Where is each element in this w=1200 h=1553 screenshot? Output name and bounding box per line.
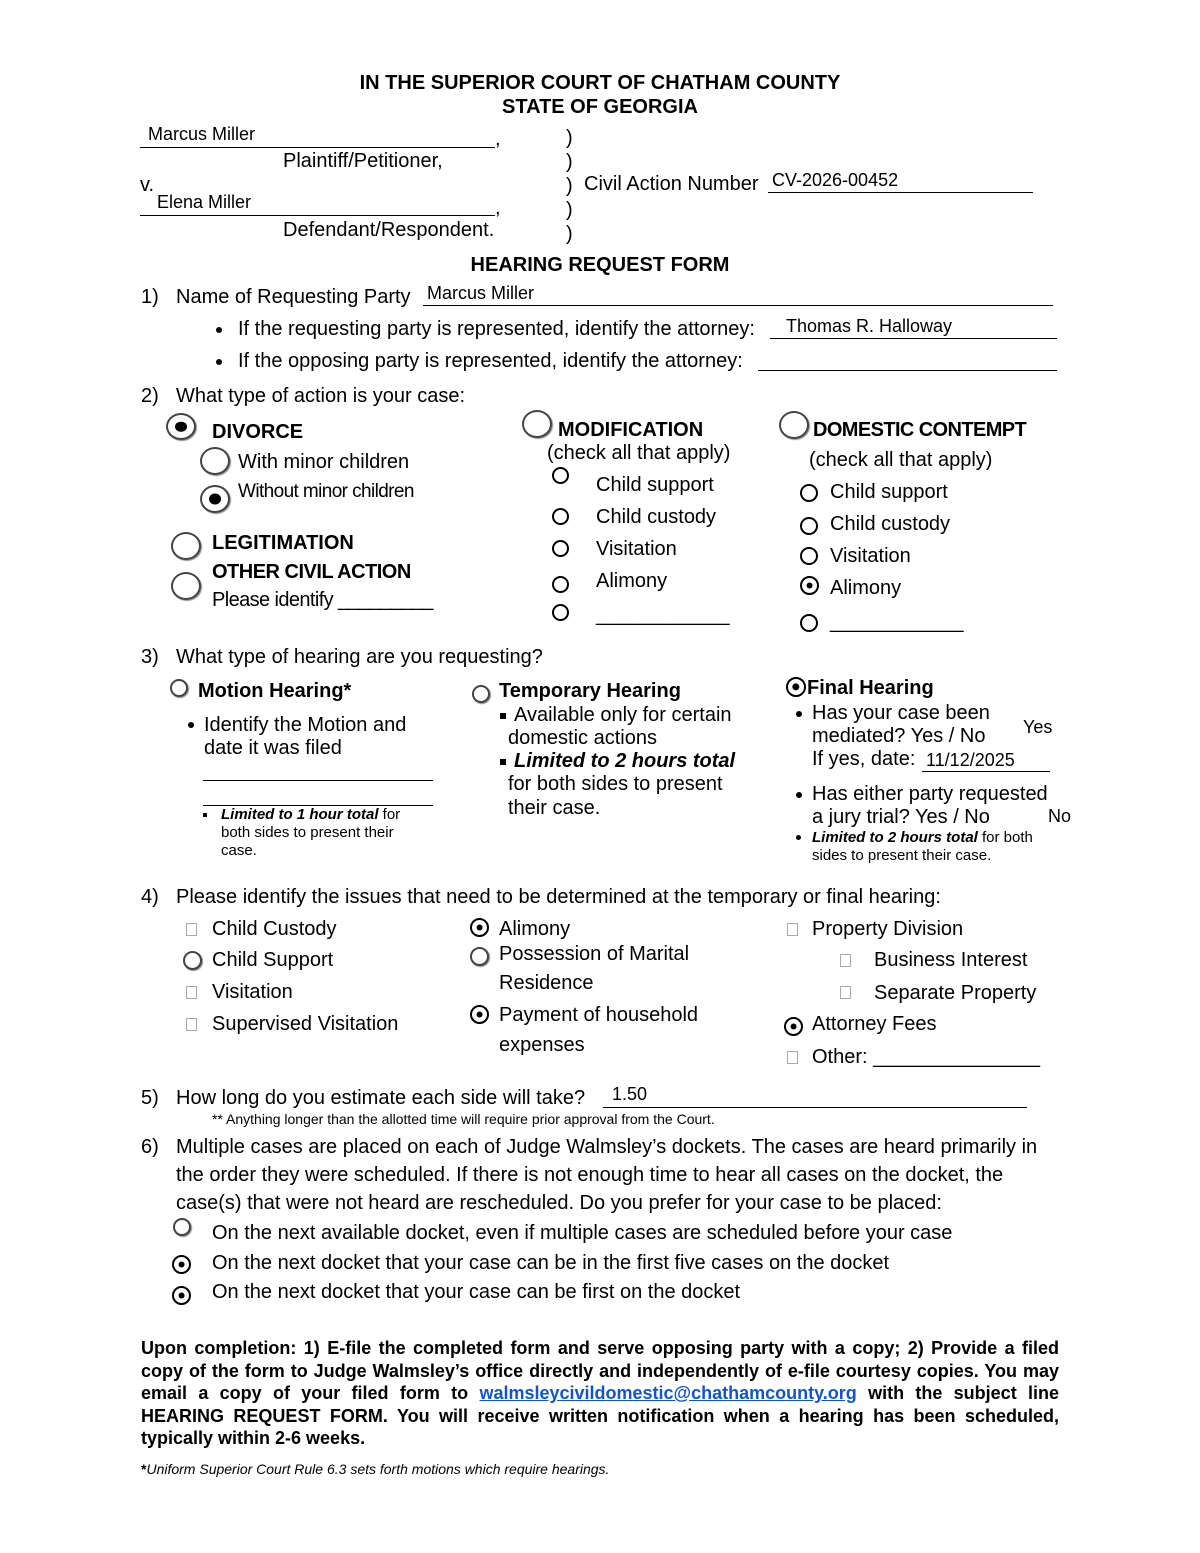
alimony-radio[interactable]	[470, 918, 489, 937]
court-name: IN THE SUPERIOR COURT OF CHATHAM COUNTY	[359, 72, 841, 94]
mediation-date-label: If yes, date:	[812, 748, 916, 770]
attorney-requesting-line	[770, 338, 1057, 339]
alimony-label: Alimony	[499, 918, 571, 940]
mod-other-radio[interactable]	[552, 604, 569, 621]
other-civil-action-identify[interactable]: Please identify _________	[212, 589, 433, 611]
with-minor-children-label: With minor children	[238, 451, 410, 473]
q4-number: 4)	[141, 886, 159, 908]
property-division-label: Property Division	[812, 918, 964, 940]
motion-limit-line3: case.	[221, 842, 257, 859]
domestic-contempt-radio[interactable]	[779, 411, 809, 439]
motion-bullet-line2: date it was filed	[204, 737, 342, 759]
final-limit-line1: Limited to 2 hours total for both	[812, 829, 1033, 846]
defendant-name-field[interactable]: Elena Miller	[157, 192, 252, 212]
q6-line2: the order they were scheduled. If there is not enough time to hear all cases on the docket, the	[176, 1164, 1004, 1186]
supervised-visitation-label: Supervised Visitation	[212, 1013, 399, 1035]
q4-label: Please identify the issues that need to be determined at the temporary or final hearing:	[176, 886, 941, 908]
temp-bullet-2c: their case.	[508, 797, 601, 819]
household-expenses-radio[interactable]	[470, 1005, 489, 1024]
docket-next-available-radio[interactable]	[173, 1218, 191, 1236]
mod-child-support-label: Child support	[596, 474, 714, 496]
with-minor-children-radio[interactable]	[200, 447, 230, 475]
civil-action-label: Civil Action Number	[584, 173, 759, 195]
separate-property-label: Separate Property	[874, 982, 1037, 1004]
q6-number: 6)	[141, 1136, 159, 1158]
possession-residence-radio[interactable]	[470, 947, 489, 966]
con-child-support-label: Child support	[830, 481, 948, 503]
comma: ,	[495, 128, 501, 150]
temp-bullet-1: Available only for certain	[500, 704, 732, 727]
plaintiff-label: Plaintiff/Petitioner,	[283, 150, 443, 172]
without-minor-children-label: Without minor children	[238, 481, 414, 502]
requesting-party-field[interactable]: Marcus Miller	[427, 283, 535, 303]
possession-residence-label2: Residence	[499, 972, 594, 994]
q5-number: 5)	[141, 1087, 159, 1109]
defendant-name-line	[140, 215, 495, 216]
estimate-time-line	[603, 1107, 1027, 1108]
mediated-line1: Has your case been	[812, 702, 990, 724]
bullet	[216, 327, 222, 333]
con-other-radio[interactable]	[800, 614, 818, 632]
mediated-answer-field[interactable]: Yes	[1023, 717, 1053, 737]
child-support-label: Child Support	[212, 949, 334, 971]
contempt-subtext: (check all that apply)	[809, 449, 993, 471]
q1-number: 1)	[141, 286, 159, 308]
final-hearing-label: Final Hearing	[807, 677, 934, 699]
mediation-date-line	[922, 771, 1050, 772]
state-name: STATE OF GEORGIA	[502, 96, 698, 118]
child-custody-checkbox[interactable]	[186, 923, 197, 936]
bullet	[796, 835, 801, 840]
bullet	[188, 722, 194, 728]
domestic-contempt-label: DOMESTIC CONTEMPT	[813, 419, 1027, 441]
q6-line3: case(s) that were not heard are rescheduled. Do you prefer for your case to be placed:	[176, 1192, 942, 1214]
versus: v.	[140, 174, 155, 196]
docket-first-radio[interactable]	[172, 1286, 191, 1305]
q5-note: ** Anything longer than the allotted time will require prior approval from the Court.	[212, 1111, 715, 1127]
q6-line1: Multiple cases are placed on each of Judge Walmsley’s dockets. The cases are heard primarily in	[176, 1136, 1038, 1158]
child-custody-label: Child Custody	[212, 918, 337, 940]
q2-label: What type of action is your case:	[176, 385, 466, 407]
civil-action-number-field[interactable]: CV-2026-00452	[772, 170, 899, 190]
form-title: HEARING REQUEST FORM	[470, 254, 730, 276]
motion-bullet-line1: Identify the Motion and	[204, 714, 407, 736]
temp-bullet-1b: domestic actions	[508, 727, 657, 749]
motion-limit-line1: Limited to 1 hour total for	[221, 806, 401, 823]
motion-field-line-1[interactable]	[203, 780, 433, 781]
modification-label: MODIFICATION	[558, 419, 704, 441]
con-visitation-radio[interactable]	[800, 547, 818, 565]
jury-line2: a jury trial? Yes / No	[812, 806, 990, 828]
possession-residence-label: Possession of Marital	[499, 943, 690, 965]
completion-instructions: Upon completion: 1) E-file the completed form and serve opposing party with a copy; 2) Provide a filed copy of the form to Judge Walmsley’s office directly and independently of e-file courtesy copies. You may email a copy of your filed form to walmsleycivildomestic@chathamcounty.org with the subject line HEARING REQUEST FORM. You will receive written notification when a hearing has been scheduled, typically within 2-6 weeks.	[141, 1338, 1059, 1448]
supervised-visitation-checkbox[interactable]	[186, 1018, 197, 1031]
business-interest-checkbox[interactable]	[840, 954, 851, 967]
mediated-line2: mediated? Yes / No	[812, 725, 986, 747]
jury-answer-field[interactable]: No	[1048, 806, 1072, 826]
attorney-requesting-field[interactable]: Thomas R. Halloway	[786, 316, 953, 336]
child-support-radio[interactable]	[183, 951, 202, 970]
divorce-radio[interactable]	[166, 413, 196, 440]
email-link[interactable]: walmsleycivildomestic@chathamcounty.org	[479, 1383, 857, 1403]
temporary-hearing-radio[interactable]	[472, 685, 490, 703]
con-alimony-label: Alimony	[830, 577, 902, 599]
separate-property-checkbox[interactable]	[840, 986, 851, 999]
mod-child-support-radio[interactable]	[552, 467, 569, 484]
other-issue-checkbox[interactable]	[787, 1051, 798, 1064]
mod-other-blank[interactable]: ____________	[596, 604, 730, 626]
plaintiff-name-line	[140, 147, 495, 148]
mod-child-custody-radio[interactable]	[552, 508, 569, 525]
divorce-label: DIVORCE	[212, 421, 304, 443]
motion-limit-bullet	[203, 806, 215, 823]
jury-line1: Has either party requested	[812, 783, 1048, 805]
modification-radio[interactable]	[522, 410, 552, 438]
mod-child-custody-label: Child custody	[596, 506, 717, 528]
other-issue-label[interactable]: Other: _______________	[812, 1046, 1040, 1068]
q5-label: How long do you estimate each side will take?	[176, 1087, 586, 1109]
attorney-requesting-label: If the requesting party is represented, identify the attorney:	[238, 318, 755, 340]
con-child-support-radio[interactable]	[800, 484, 818, 502]
comma: ,	[495, 197, 501, 219]
q3-label: What type of hearing are you requesting?	[176, 646, 543, 668]
docket-first-five-radio[interactable]	[172, 1255, 191, 1274]
temporary-hearing-label: Temporary Hearing	[499, 680, 681, 702]
requesting-party-line	[423, 305, 1053, 306]
modification-subtext: (check all that apply)	[547, 442, 731, 464]
bullet	[216, 359, 222, 365]
bullet	[796, 792, 802, 798]
q2-number: 2)	[141, 385, 159, 407]
docket-first-five-label: On the next docket that your case can be in the first five cases on the docket	[212, 1252, 890, 1274]
docket-next-available-label: On the next available docket, even if multiple cases are scheduled before your case	[212, 1222, 953, 1244]
mod-alimony-radio[interactable]	[552, 576, 569, 593]
plaintiff-name-field[interactable]: Marcus Miller	[148, 124, 256, 144]
civil-action-line	[768, 192, 1033, 193]
temp-bullet-2b: for both sides to present	[508, 773, 723, 795]
visitation-checkbox[interactable]	[186, 986, 197, 999]
estimate-time-field[interactable]: 1.50	[612, 1084, 648, 1104]
attorney-fees-radio[interactable]	[784, 1017, 803, 1036]
attorney-fees-label: Attorney Fees	[812, 1013, 937, 1035]
household-expenses-label2: expenses	[499, 1034, 585, 1056]
defendant-label: Defendant/Respondent.	[283, 219, 495, 241]
business-interest-label: Business Interest	[874, 949, 1028, 971]
other-civil-action-label: OTHER CIVIL ACTION	[212, 561, 411, 583]
without-minor-children-radio[interactable]	[200, 485, 230, 513]
con-visitation-label: Visitation	[830, 545, 911, 567]
legitimation-radio[interactable]	[171, 532, 201, 560]
legitimation-label: LEGITIMATION	[212, 532, 354, 554]
motion-hearing-radio[interactable]	[170, 679, 188, 697]
footnote: *Uniform Superior Court Rule 6.3 sets forth motions which require hearings.	[141, 1461, 610, 1477]
mediation-date-field[interactable]: 11/12/2025	[926, 750, 1015, 770]
docket-first-label: On the next docket that your case can be first on the docket	[212, 1281, 741, 1303]
final-limit-line2: sides to present their case.	[812, 847, 992, 864]
con-other-blank[interactable]: ____________	[830, 611, 964, 633]
q1-label: Name of Requesting Party	[176, 286, 411, 308]
household-expenses-label: Payment of household	[499, 1004, 699, 1026]
property-division-checkbox[interactable]	[787, 923, 798, 936]
bullet	[796, 711, 802, 717]
q3-number: 3)	[141, 646, 159, 668]
temp-bullet-2: Limited to 2 hours total	[500, 750, 735, 773]
attorney-opposing-label: If the opposing party is represented, identify the attorney:	[238, 350, 743, 372]
mod-visitation-radio[interactable]	[552, 540, 569, 557]
final-hearing-radio[interactable]	[786, 677, 806, 697]
con-alimony-radio[interactable]	[800, 576, 819, 595]
attorney-opposing-line	[758, 370, 1057, 371]
mod-alimony-label: Alimony	[596, 570, 668, 592]
con-child-custody-label: Child custody	[830, 513, 951, 535]
visitation-label: Visitation	[212, 981, 293, 1003]
motion-hearing-label: Motion Hearing*	[198, 680, 352, 702]
motion-limit-line2: both sides to present their	[221, 824, 394, 841]
mod-visitation-label: Visitation	[596, 538, 677, 560]
other-civil-action-radio[interactable]	[171, 572, 201, 600]
con-child-custody-radio[interactable]	[800, 517, 818, 535]
caption-brackets: ) ) ) ) )	[566, 127, 573, 245]
